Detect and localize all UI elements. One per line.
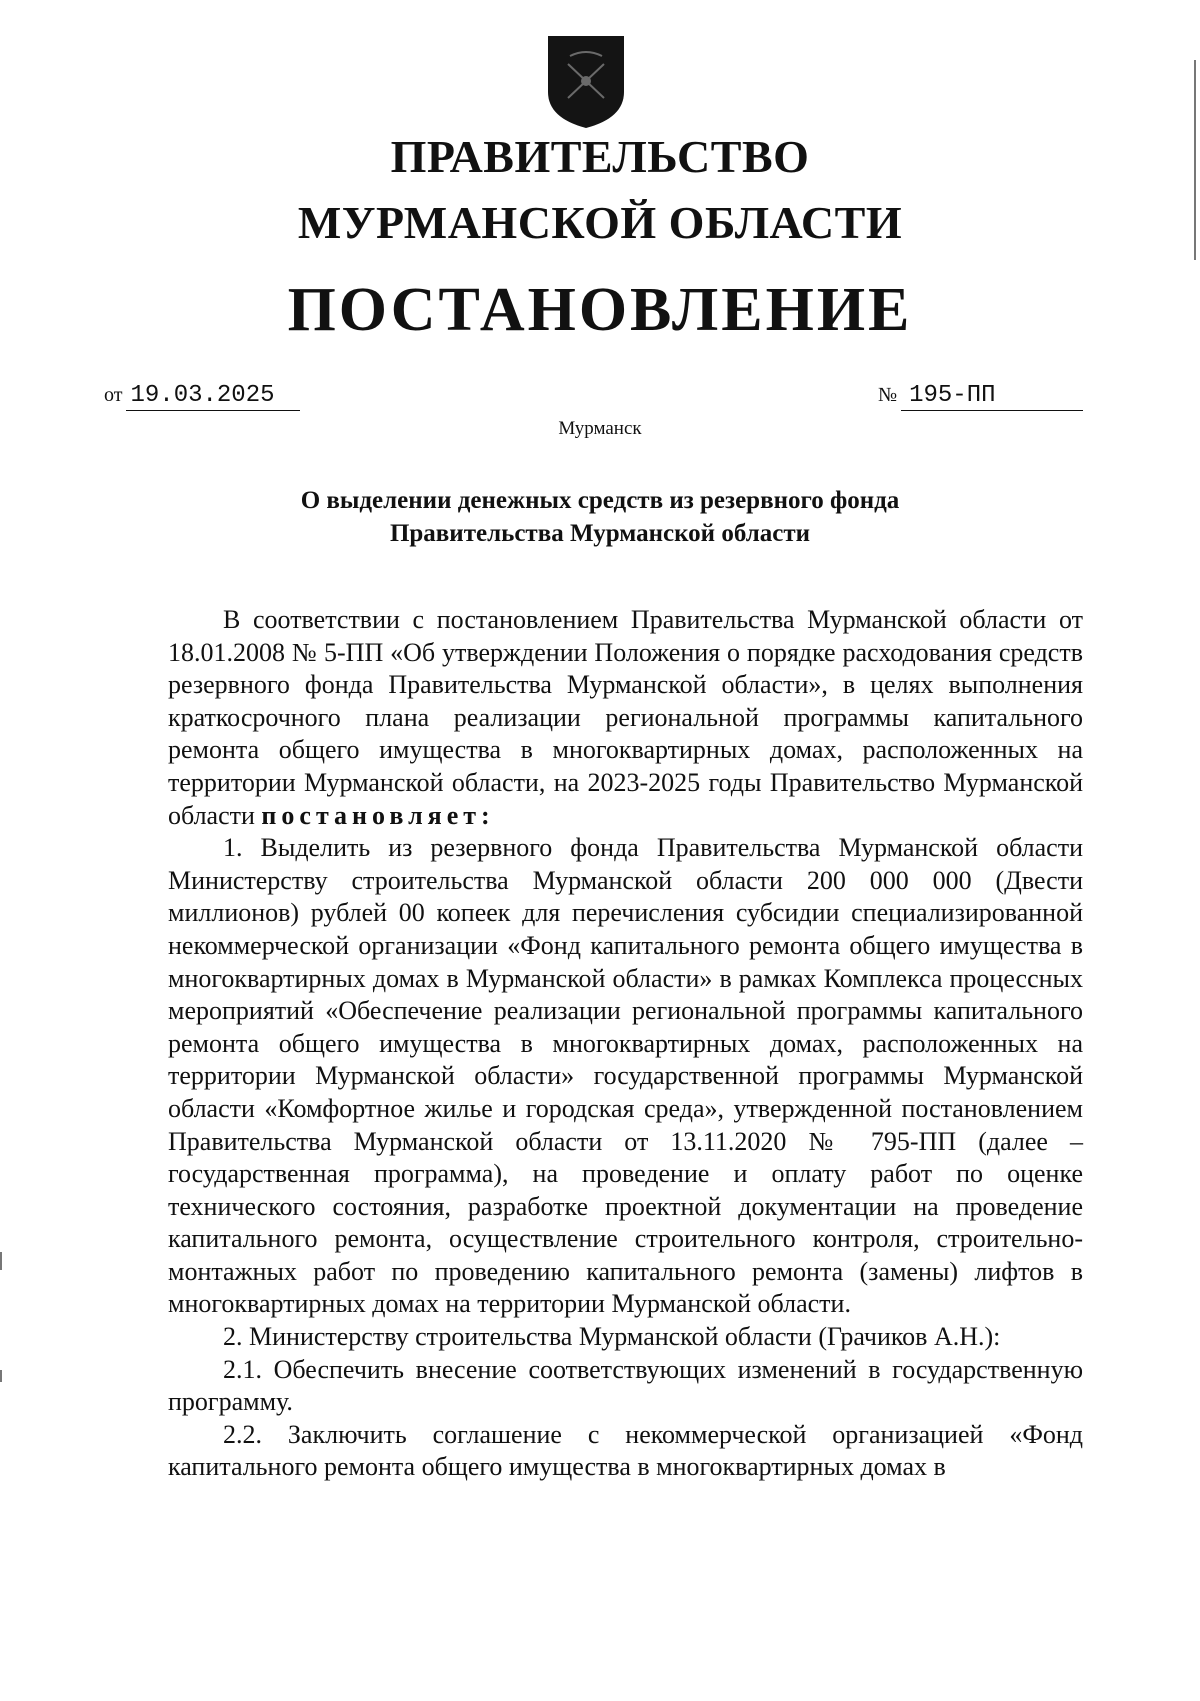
title-line-2: Правительства Мурманской области — [389, 520, 811, 547]
item-2-2-paragraph: 2.2. Заключить соглашение с некоммерческой организацией «Фонд капитального ремонта общего имущества в многоквартирных домах в — [168, 1419, 1083, 1482]
date-value: 19.03.2025 — [126, 382, 300, 411]
number-value: 195-ПП — [901, 382, 1083, 411]
document-title — [240, 484, 960, 550]
scan-edge-mark — [1194, 60, 1196, 260]
government-name-line-1: ПРАВИТЕЛЬСТВО — [390, 131, 810, 182]
coat-of-arms-emblem — [546, 34, 626, 130]
document-date — [104, 382, 300, 412]
resolves-word: постановляет: — [261, 800, 495, 830]
number-prefix: № — [878, 384, 898, 406]
preamble-paragraph — [168, 604, 1083, 832]
title-line-1: О выделении денежных средств из резервного фонда — [300, 487, 900, 514]
date-prefix: от — [104, 384, 123, 406]
city-name: Мурманск — [558, 418, 642, 439]
scan-edge-mark — [0, 1252, 2, 1270]
scan-edge-mark — [0, 1370, 2, 1382]
item-2-paragraph: 2. Министерству строительства Мурманской области (Грачиков А.Н.): — [223, 1322, 1001, 1352]
document-type-heading: ПОСТАНОВЛЕНИЕ — [287, 276, 913, 344]
document-body — [168, 604, 1083, 1484]
item-1-paragraph: 1. Выделить из резервного фонда Правительства Мурманской области Министерству строительства Мурманской области 200 000 000 (Двести миллионов) рублей 00 копеек для перечисления субсидии специализированной некоммерческой организации «Фонд капитального ремонта общего имущества в многоквартирных домах в Мурманской области» в рамках Комплекса процессных мероприятий «Обеспечение реализации региональной программы капитального ремонта общего имущества в многоквартирных домах, расположенных на территории Мурманской области» государственной программы Мурманской области «Комфортное жилье и городская среда», утвержденной постановлением Правительства Мурманской области от 13.11.2020 № 795-ПП (далее – государственная программа), на проведение и оплату работ по оценке технического состояния, разработке проектной документации на проведение капитального ремонта, осуществление строительного контроля, строительно-монтажных работ по проведению капитального ремонта (замены) лифтов в многоквартирных домах на территории Мурманской области. — [168, 833, 1083, 1319]
item-2-1-paragraph: 2.1. Обеспечить внесение соответствующих изменений в государственную программу. — [168, 1354, 1083, 1417]
document-number — [878, 382, 1083, 412]
government-name-line-2: МУРМАНСКОЙ ОБЛАСТИ — [297, 197, 903, 248]
preamble-text: В соответствии с постановлением Правительства Мурманской области от 18.01.2008 № 5-ПП «Об утверждении Положения о порядке расходования средств резервного фонда Правительства Мурманской области», в целях выполнения краткосрочного плана реализации региональной программы капитального ремонта общего имущества в многоквартирных домах, расположенных на территории Мурманской области, на 2023-2025 годы Правительство Мурманской области — [168, 605, 1083, 830]
